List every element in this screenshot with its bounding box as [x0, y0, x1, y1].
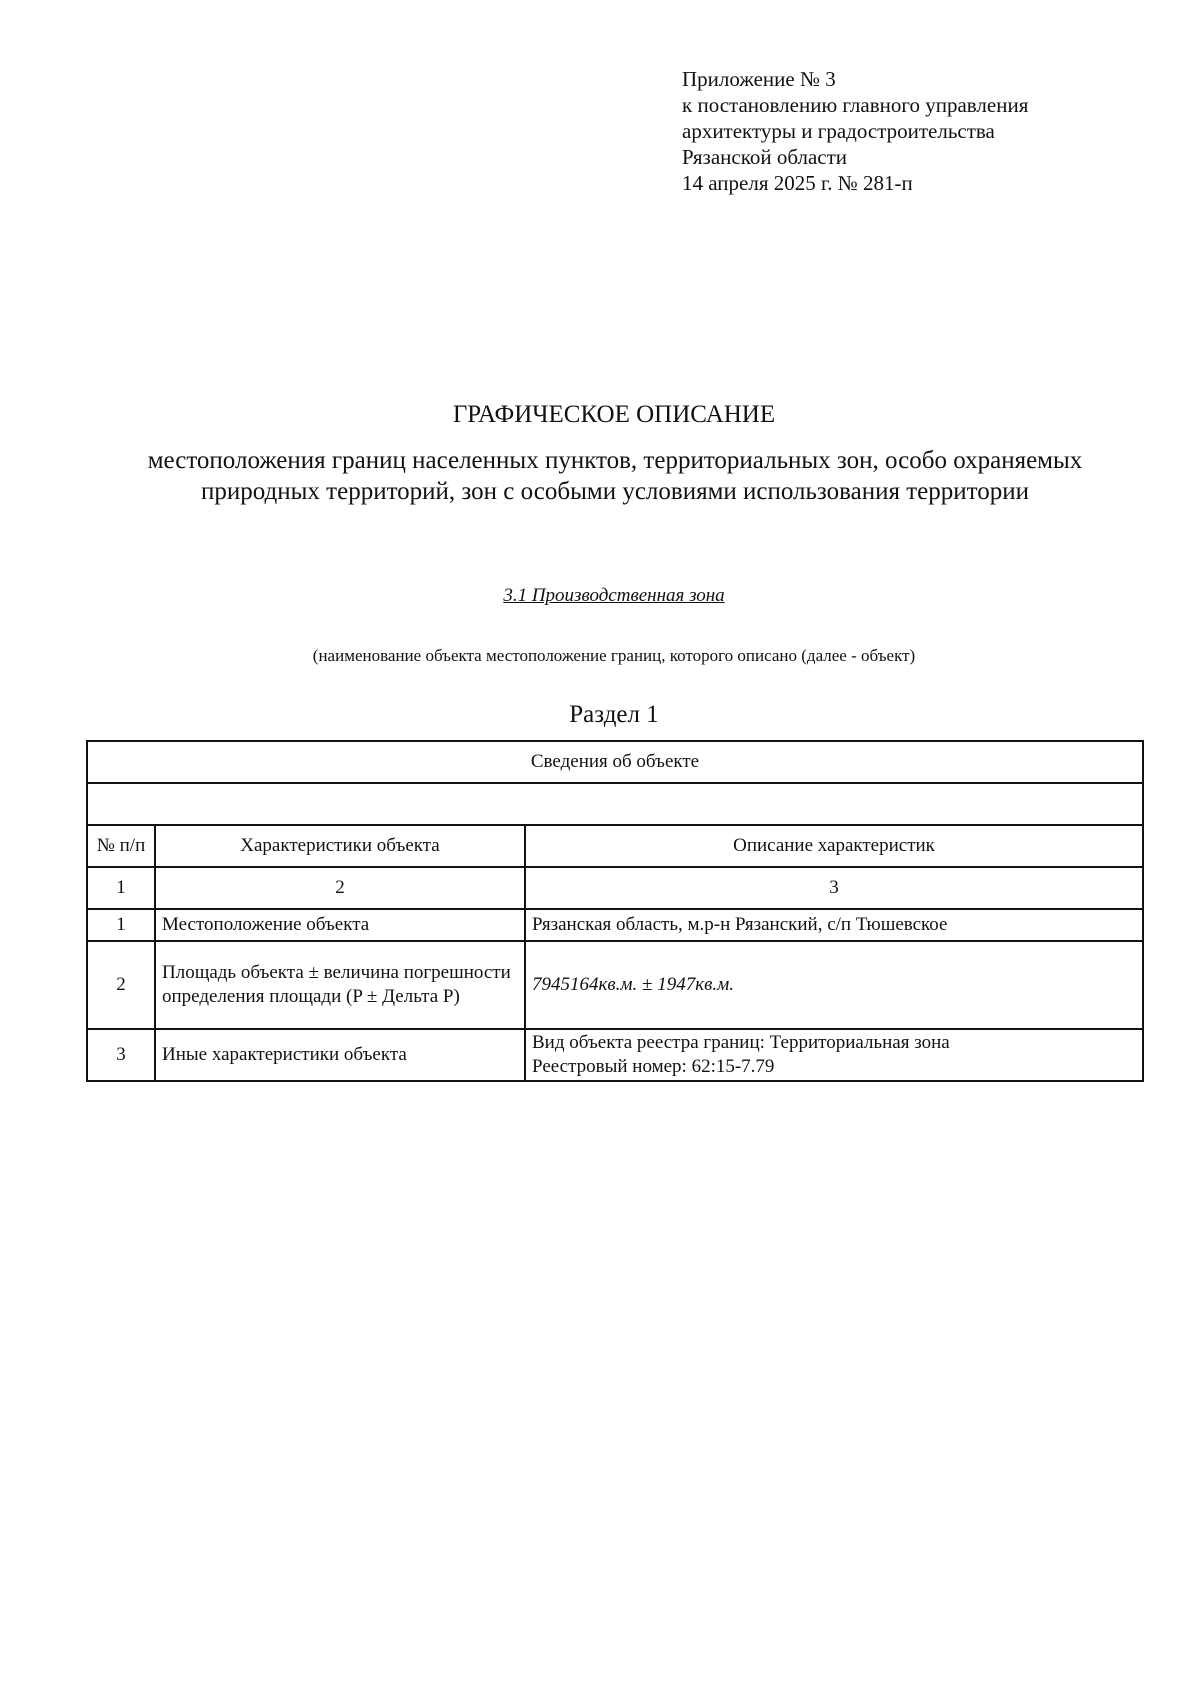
column-number-cell: 1 — [87, 867, 155, 909]
row-number-cell: 1 — [87, 909, 155, 941]
object-name — [0, 584, 1200, 608]
header-cell: Описание характеристик — [525, 825, 1143, 867]
table-row — [87, 1029, 1143, 1081]
document-subtitle: местоположения границ населенных пунктов, территориальных зон, особо охраняемых природных территорий, зон с особыми условиями использования территории — [147, 447, 1083, 505]
characteristic-name-cell: Площадь объекта ± величина погрешности определения площади (P ± Дельта P) — [155, 941, 525, 1029]
appendix-header — [682, 66, 1028, 196]
table-caption-row — [87, 741, 1143, 783]
table-caption: Сведения об объекте — [87, 741, 1143, 783]
characteristic-value-cell: 7945164кв.м. ± 1947кв.м. — [525, 941, 1143, 1029]
column-number-cell: 3 — [525, 867, 1143, 909]
object-name-text: 3.1 Производственная зона — [503, 585, 725, 606]
table-header-row — [87, 825, 1143, 867]
table-row — [87, 941, 1143, 1029]
header-cell: Характеристики объекта — [155, 825, 525, 867]
row-number-cell: 2 — [87, 941, 155, 1029]
characteristic-name-cell: Иные характеристики объекта — [155, 1029, 525, 1081]
column-number-row — [87, 867, 1143, 909]
table-row — [87, 909, 1143, 941]
characteristic-value-cell: Вид объекта реестра границ: Территориальная зона Реестровый номер: 62:15-7.79 — [525, 1029, 1143, 1081]
appendix-line: архитектуры и градостроительства — [682, 119, 995, 143]
appendix-line: к постановлению главного управления — [682, 93, 1029, 117]
characteristic-value-cell: Рязанская область, м.р-н Рязанский, с/п Тюшевское — [525, 909, 1143, 941]
object-caption: (наименование объекта местоположение границ, которого описано (далее - объект) — [312, 646, 916, 665]
table-empty-cell — [87, 783, 1143, 825]
column-number-cell: 2 — [155, 867, 525, 909]
table-empty-row — [87, 783, 1143, 825]
appendix-line: 14 апреля 2025 г. № 281-п — [682, 171, 913, 195]
header-cell: № п/п — [87, 825, 155, 867]
appendix-line: Приложение № 3 — [682, 67, 836, 91]
section-title: Раздел 1 — [569, 701, 659, 728]
object-info-table — [86, 740, 1144, 1082]
row-number-cell: 3 — [87, 1029, 155, 1081]
characteristic-name-cell: Местоположение объекта — [155, 909, 525, 941]
appendix-line: Рязанской области — [682, 145, 848, 169]
document-title: ГРАФИЧЕСКОЕ ОПИСАНИЕ — [452, 401, 776, 428]
